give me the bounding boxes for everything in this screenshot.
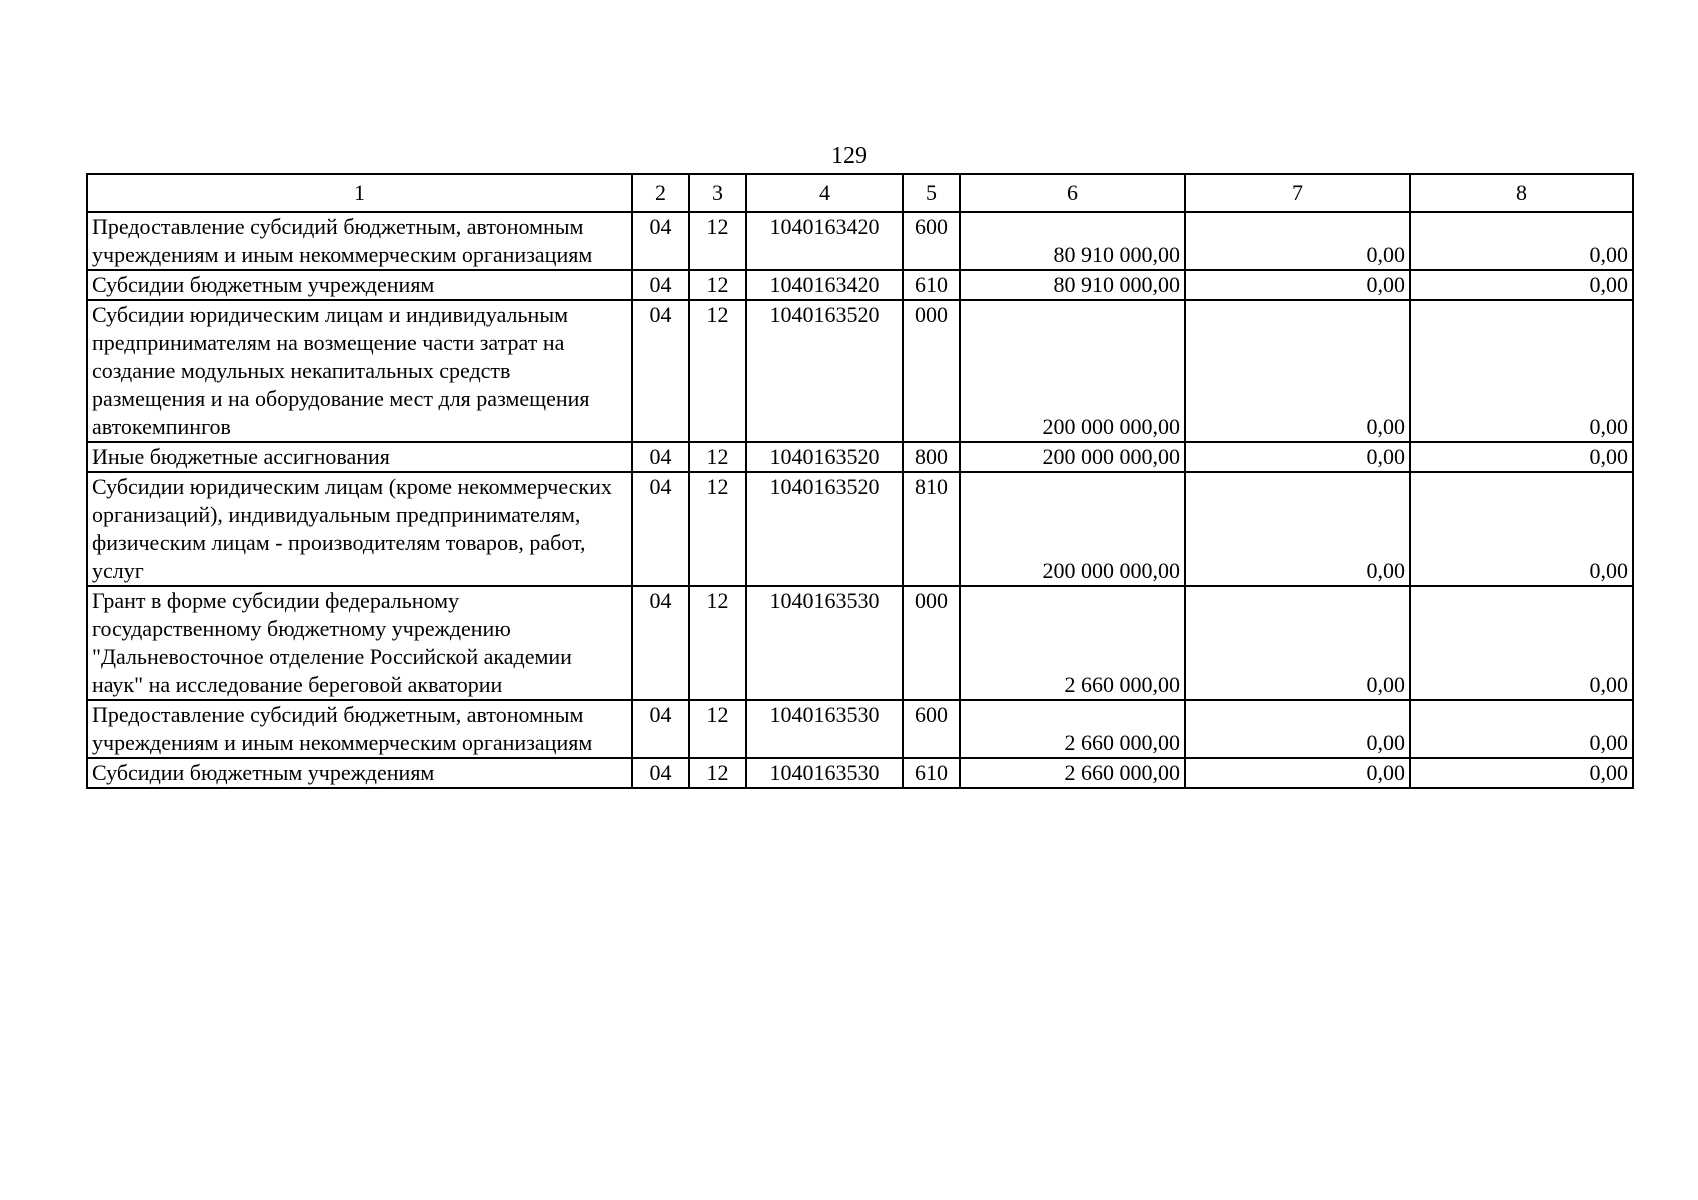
column-header: 2: [632, 174, 689, 212]
row-expense-type: 800: [903, 442, 960, 472]
row-expense-type: 610: [903, 270, 960, 300]
row-subsection: 12: [689, 758, 746, 788]
table-row: [87, 472, 1633, 586]
row-name: Субсидии юридическим лицам (кроме некоммерческих организаций), индивидуальным предпринимателям, физическим лицам - производителям товаров, работ, услуг: [87, 472, 632, 586]
row-amount-3: 0,00: [1410, 270, 1633, 300]
table-row: [87, 758, 1633, 788]
row-name: Субсидии юридическим лицам и индивидуальным предпринимателям на возмещение части затрат на создание модульных некапитальных средств размещения и на оборудование мест для размещения автокемпингов: [87, 300, 632, 442]
row-amount-1: 80 910 000,00: [960, 212, 1185, 270]
row-target-code: 1040163530: [746, 586, 903, 700]
row-subsection: 12: [689, 472, 746, 586]
row-amount-1: 2 660 000,00: [960, 700, 1185, 758]
row-amount-2: 0,00: [1185, 212, 1410, 270]
row-subsection: 12: [689, 442, 746, 472]
column-header: 6: [960, 174, 1185, 212]
row-amount-3: 0,00: [1410, 758, 1633, 788]
row-name: Грант в форме субсидии федеральному государственному бюджетному учреждению "Дальневосточное отделение Российской академии наук" на исследование береговой акватории: [87, 586, 632, 700]
row-amount-1: 200 000 000,00: [960, 442, 1185, 472]
column-header: 7: [1185, 174, 1410, 212]
row-amount-2: 0,00: [1185, 758, 1410, 788]
row-subsection: 12: [689, 700, 746, 758]
row-section: 04: [632, 472, 689, 586]
row-amount-2: 0,00: [1185, 300, 1410, 442]
row-name: Предоставление субсидий бюджетным, автономным учреждениям и иным некоммерческим организациям: [87, 212, 632, 270]
row-target-code: 1040163530: [746, 758, 903, 788]
row-section: 04: [632, 270, 689, 300]
row-amount-2: 0,00: [1185, 472, 1410, 586]
row-section: 04: [632, 442, 689, 472]
row-amount-3: 0,00: [1410, 442, 1633, 472]
row-target-code: 1040163520: [746, 472, 903, 586]
row-amount-1: 200 000 000,00: [960, 472, 1185, 586]
column-header: 5: [903, 174, 960, 212]
row-name: Предоставление субсидий бюджетным, автономным учреждениям и иным некоммерческим организациям: [87, 700, 632, 758]
row-target-code: 1040163420: [746, 270, 903, 300]
row-amount-2: 0,00: [1185, 442, 1410, 472]
column-header: 4: [746, 174, 903, 212]
row-amount-3: 0,00: [1410, 472, 1633, 586]
budget-table: [86, 173, 1634, 789]
row-amount-3: 0,00: [1410, 300, 1633, 442]
row-amount-3: 0,00: [1410, 212, 1633, 270]
row-expense-type: 810: [903, 472, 960, 586]
row-amount-1: 200 000 000,00: [960, 300, 1185, 442]
row-expense-type: 000: [903, 586, 960, 700]
row-amount-2: 0,00: [1185, 586, 1410, 700]
row-target-code: 1040163530: [746, 700, 903, 758]
table-row: [87, 700, 1633, 758]
row-subsection: 12: [689, 300, 746, 442]
column-header: 8: [1410, 174, 1633, 212]
row-name: Иные бюджетные ассигнования: [87, 442, 632, 472]
row-amount-2: 0,00: [1185, 270, 1410, 300]
table-row: [87, 300, 1633, 442]
row-expense-type: 000: [903, 300, 960, 442]
table-row: [87, 270, 1633, 300]
row-subsection: 12: [689, 270, 746, 300]
row-section: 04: [632, 212, 689, 270]
row-amount-1: 2 660 000,00: [960, 586, 1185, 700]
row-subsection: 12: [689, 586, 746, 700]
table-row: [87, 586, 1633, 700]
row-target-code: 1040163520: [746, 442, 903, 472]
page-number: 129: [831, 143, 867, 169]
column-header: 1: [87, 174, 632, 212]
row-amount-3: 0,00: [1410, 700, 1633, 758]
row-name: Субсидии бюджетным учреждениям: [87, 270, 632, 300]
row-amount-3: 0,00: [1410, 586, 1633, 700]
row-section: 04: [632, 758, 689, 788]
column-header: 3: [689, 174, 746, 212]
row-expense-type: 600: [903, 212, 960, 270]
row-amount-1: 80 910 000,00: [960, 270, 1185, 300]
row-target-code: 1040163520: [746, 300, 903, 442]
row-expense-type: 600: [903, 700, 960, 758]
table-row: [87, 442, 1633, 472]
row-amount-1: 2 660 000,00: [960, 758, 1185, 788]
row-name: Субсидии бюджетным учреждениям: [87, 758, 632, 788]
row-section: 04: [632, 586, 689, 700]
row-section: 04: [632, 700, 689, 758]
row-amount-2: 0,00: [1185, 700, 1410, 758]
row-target-code: 1040163420: [746, 212, 903, 270]
row-expense-type: 610: [903, 758, 960, 788]
row-subsection: 12: [689, 212, 746, 270]
table-header-row: [87, 174, 1633, 212]
row-section: 04: [632, 300, 689, 442]
table-row: [87, 212, 1633, 270]
